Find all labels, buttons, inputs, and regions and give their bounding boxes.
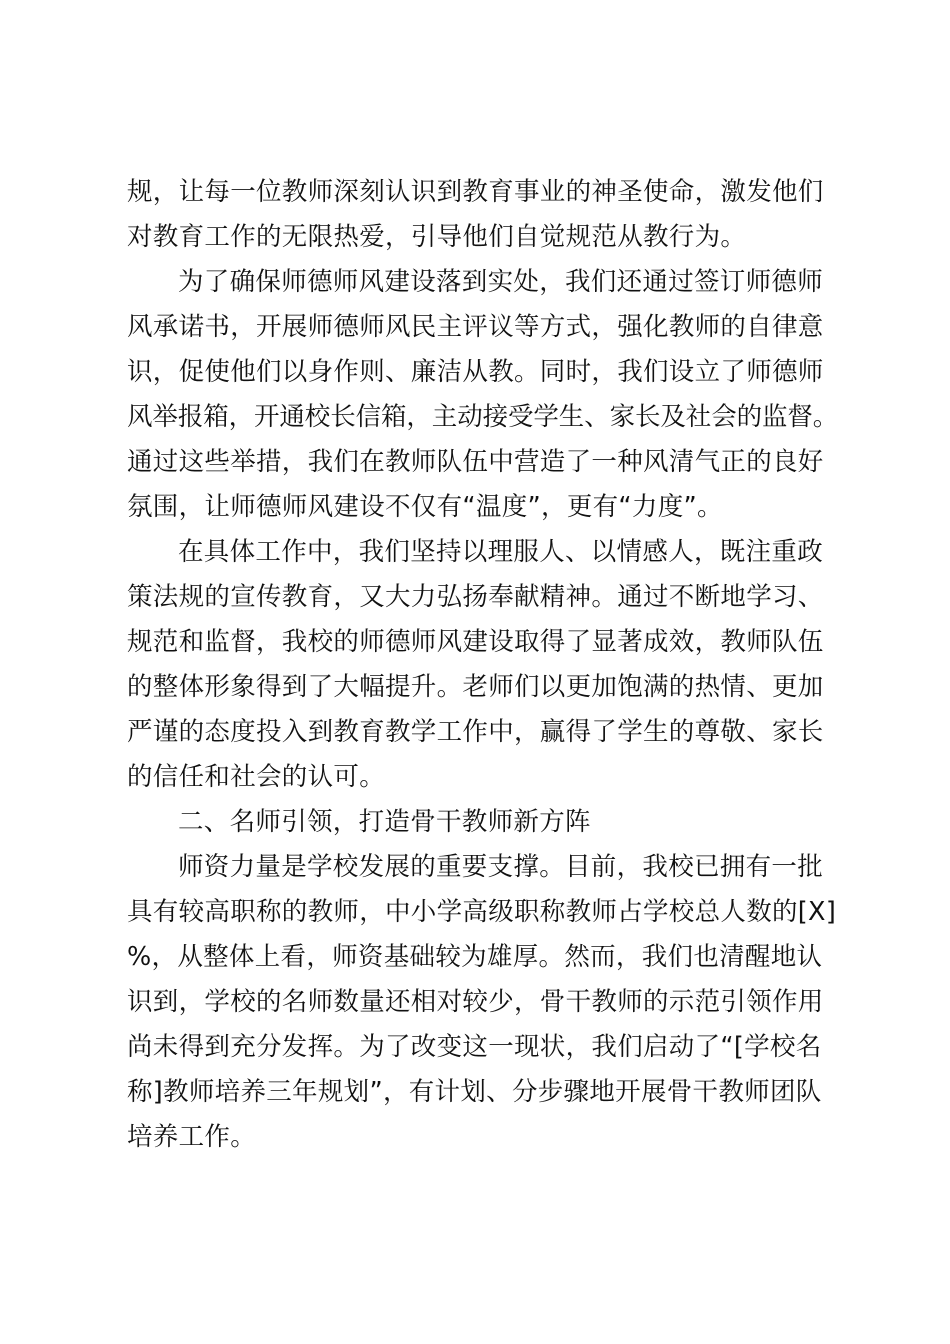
text-line: 规，让每一位教师深刻认识到教育事业的神圣使命，激发他们 (127, 177, 824, 207)
text-line: 策法规的宣传教育，又大力弘扬奉献精神。通过不断地学习、 (127, 582, 824, 612)
text-line: 氛围，让师德师风建设不仅有“温度”，更有“力度”。 (127, 492, 723, 522)
text-line: 师资力量是学校发展的重要支撑。目前，我校已拥有一批 (178, 852, 824, 882)
text-line: 培养工作。 (127, 1122, 257, 1152)
text-line: 通过这些举措，我们在教师队伍中营造了一种风清气正的良好 (127, 447, 824, 477)
text-line: 在具体工作中，我们坚持以理服人、以情感人，既注重政 (178, 537, 824, 567)
text-line: 具有较高职称的教师，中小学高级职称教师占学校总人数的[X] (127, 897, 837, 927)
text-line: %，从整体上看，师资基础较为雄厚。然而，我们也清醒地认 (127, 942, 823, 972)
text-line: 识到，学校的名师数量还相对较少，骨干教师的示范引领作用 (127, 987, 824, 1017)
text-line: 尚未得到充分发挥。为了改变这一现状，我们启动了“[学校名 (127, 1032, 822, 1062)
text-line: 的信任和社会的认可。 (127, 762, 386, 792)
text-line: 对教育工作的无限热爱，引导他们自觉规范从教行为。 (127, 222, 747, 252)
text-line: 称]教师培养三年规划”，有计划、分步骤地开展骨干教师团队 (127, 1077, 822, 1107)
text-line: 规范和监督，我校的师德师风建设取得了显著成效，教师队伍 (127, 627, 824, 657)
text-line: 为了确保师德师风建设落到实处，我们还通过签订师德师 (178, 267, 824, 297)
text-line: 严谨的态度投入到教育教学工作中，赢得了学生的尊敬、家长 (127, 717, 824, 747)
body-text (127, 170, 839, 1160)
text-line: 风举报箱，开通校长信箱，主动接受学生、家长及社会的监督。 (127, 402, 839, 432)
text-line: 识，促使他们以身作则、廉洁从教。同时，我们设立了师德师 (127, 357, 824, 387)
text-line: 的整体形象得到了大幅提升。老师们以更加饱满的热情、更加 (127, 672, 824, 702)
text-line: 二、名师引领，打造骨干教师新方阵 (178, 807, 591, 837)
text-line: 风承诺书，开展师德师风民主评议等方式，强化教师的自律意 (127, 312, 824, 342)
